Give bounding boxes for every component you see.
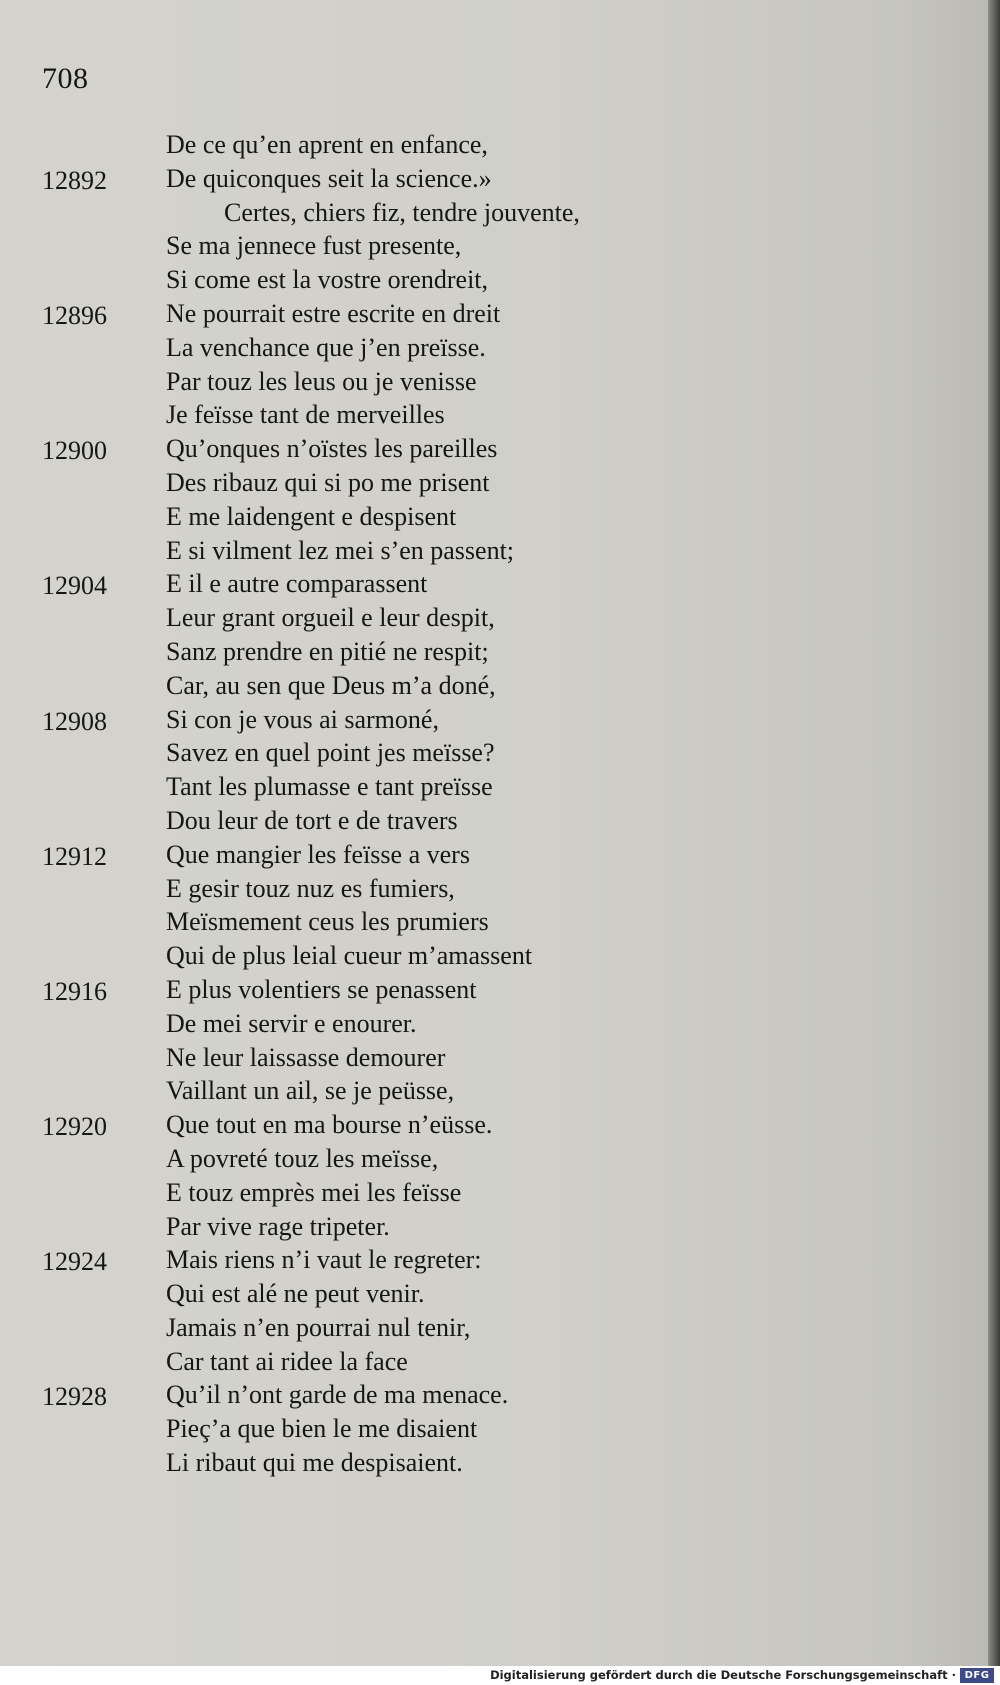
verse-text: Car tant ai ridee la face xyxy=(166,1346,408,1376)
verse-text: Vaillant un ail, se je peüsse, xyxy=(166,1076,455,1106)
verse-text: Jamais n’en pourrai nul tenir, xyxy=(166,1312,471,1342)
verse-text: E touz emprès mei les feïsse xyxy=(166,1177,462,1207)
verse-text: De quiconques seit la science.» xyxy=(166,163,492,193)
verse-number: 12928 xyxy=(42,1382,107,1412)
verse-text: Savez en quel point jes meïsse? xyxy=(166,738,495,768)
verse-line xyxy=(0,905,960,939)
verse-line xyxy=(0,635,960,669)
verse-text: Par vive rage tripeter. xyxy=(166,1211,390,1241)
page-edge-shadow xyxy=(988,0,1000,1670)
verse-text: Si come est la vostre orendreit, xyxy=(166,265,489,295)
verse-text: Par touz les leus ou je venisse xyxy=(166,366,477,396)
verse-text: Car, au sen que Deus m’a doné, xyxy=(166,670,496,700)
verse-text: Que tout en ma bourse n’eüsse. xyxy=(166,1110,493,1140)
verse-line xyxy=(0,1378,960,1412)
verse-line xyxy=(0,1176,960,1210)
verse-line xyxy=(0,770,960,804)
verse-text: Dou leur de tort e de travers xyxy=(166,805,458,835)
verse-line xyxy=(0,838,960,872)
verse-text: Si con je vous ai sarmoné, xyxy=(166,704,439,734)
verse-line xyxy=(0,500,960,534)
verse-line xyxy=(0,804,960,838)
verse-list xyxy=(0,128,960,1480)
verse-line xyxy=(0,229,960,263)
verse-number: 12892 xyxy=(42,165,107,195)
verse-text: Certes, chiers fiz, tendre jouvente, xyxy=(224,197,580,227)
verse-text: Meïsmement ceus les prumiers xyxy=(166,907,489,937)
verse-line xyxy=(0,1345,960,1379)
verse-line xyxy=(0,1142,960,1176)
verse-text: Ne pourrait estre escrite en dreit xyxy=(166,298,501,328)
verse-line xyxy=(0,128,960,162)
verse-line xyxy=(0,703,960,737)
verse-text: Je feïsse tant de merveilles xyxy=(166,400,445,430)
verse-text: Qu’onques n’oïstes les pareilles xyxy=(166,434,498,464)
verse-text: E plus volentiers se penassent xyxy=(166,974,477,1004)
verse-line xyxy=(0,162,960,196)
verse-line xyxy=(0,1412,960,1446)
verse-text: Mais riens n’i vaut le regreter: xyxy=(166,1245,482,1275)
verse-number: 12896 xyxy=(42,300,107,330)
verse-text: De mei servir e enourer. xyxy=(166,1008,417,1038)
verse-number: 12924 xyxy=(42,1247,107,1277)
verse-text: E me laidengent e despisent xyxy=(166,501,457,531)
verse-text: Pieç’a que bien le me disaient xyxy=(166,1414,478,1444)
footer-credit: Digitalisierung gefördert durch die Deutsche Forschungsgemeinschaft · xyxy=(490,1668,956,1682)
verse-line xyxy=(0,466,960,500)
verse-text: Qui de plus leial cueur m’amassent xyxy=(166,941,533,971)
verse-text: Qu’il n’ont garde de ma menace. xyxy=(166,1380,509,1410)
verse-text: De ce qu’en aprent en enfance, xyxy=(166,130,488,159)
verse-line xyxy=(0,398,960,432)
verse-line xyxy=(0,196,960,230)
verse-text: Des ribauz qui si po me prisent xyxy=(166,467,490,497)
verse-line xyxy=(0,939,960,973)
verse-line xyxy=(0,669,960,703)
dfg-logo: DFG xyxy=(960,1668,994,1683)
page-number: 708 xyxy=(42,62,89,95)
verse-text: Se ma jennece fust presente, xyxy=(166,231,462,261)
verse-text: A povreté touz les meïsse, xyxy=(166,1143,439,1173)
verse-line xyxy=(0,297,960,331)
verse-line xyxy=(0,1007,960,1041)
verse-text: Li ribaut qui me despisaient. xyxy=(166,1448,463,1478)
verse-line xyxy=(0,1041,960,1075)
verse-line xyxy=(0,534,960,568)
verse-number: 12900 xyxy=(42,436,107,466)
verse-text: La venchance que j’en preïsse. xyxy=(166,332,486,362)
verse-number: 12920 xyxy=(42,1112,107,1142)
verse-text: Tant les plumasse e tant preïsse xyxy=(166,772,493,802)
verse-line xyxy=(0,1074,960,1108)
verse-number: 12904 xyxy=(42,571,107,601)
verse-line xyxy=(0,331,960,365)
verse-line xyxy=(0,601,960,635)
verse-line xyxy=(0,567,960,601)
verse-number: 12916 xyxy=(42,976,107,1006)
verse-line xyxy=(0,365,960,399)
verse-text: Ne leur laissasse demourer xyxy=(166,1042,446,1072)
verse-number: 12912 xyxy=(42,841,107,871)
verse-line xyxy=(0,263,960,297)
verse-text: Qui est alé ne peut venir. xyxy=(166,1279,425,1309)
verse-line xyxy=(0,973,960,1007)
verse-line xyxy=(0,1108,960,1142)
verse-text: E si vilment lez mei s’en passent; xyxy=(166,535,515,565)
verse-line xyxy=(0,432,960,466)
verse-line xyxy=(0,1210,960,1244)
verse-text: Leur grant orgueil e leur despit, xyxy=(166,603,495,633)
verse-line xyxy=(0,1446,960,1480)
verse-text: E gesir touz nuz es fumiers, xyxy=(166,873,455,903)
verse-text: Sanz prendre en pitié ne respit; xyxy=(166,636,489,666)
verse-text: Que mangier les feïsse a vers xyxy=(166,839,470,869)
verse-line xyxy=(0,1277,960,1311)
digitization-footer xyxy=(0,1666,1000,1685)
verse-line xyxy=(0,1243,960,1277)
verse-line xyxy=(0,872,960,906)
verse-text: E il e autre comparassent xyxy=(166,569,428,599)
verse-line xyxy=(0,736,960,770)
verse-number: 12908 xyxy=(42,706,107,736)
verse-line xyxy=(0,1311,960,1345)
